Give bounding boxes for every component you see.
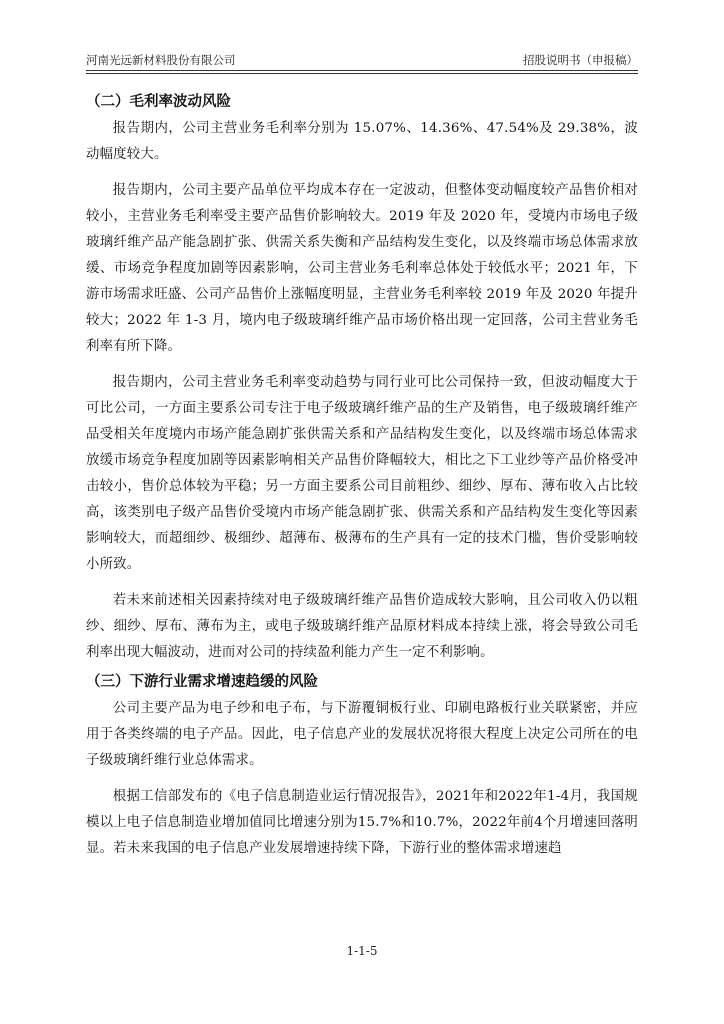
page-number: 1-1-5 — [346, 944, 378, 958]
paragraph: 报告期内，公司主营业务毛利率变动趋势与同行业可比公司保持一致，但波动幅度大于可比公司，一方面主要系公司专注于电子级玻璃纤维产品的生产及销售，电子级玻璃纤维产品受相关年度境内市场产能急剧扩张供需关系和产品结构发生变化，以及终端市场总体需求放缓市场竞争程度加剧等因素影响相关产品售价降幅较大，相比之下工业纱等产品价格受冲击较小，售价总体较为平稳；另一方面主要系公司目前粗纱、细纱、厚布、薄布收入占比较高，该类别电子级产品售价受境内市场产能急剧扩张、供需关系和产品结构发生变化等因素影响较大，而超细纱、极细纱、超薄布、极薄布的生产具有一定的技术门槛，售价受影响较小所致。 — [86, 375, 638, 572]
section-heading-downstream-demand: （三）下游行业需求增速趋缓的风险 — [86, 674, 318, 690]
header-document-type: 招股说明书（申报稿） — [523, 53, 638, 67]
page-header — [86, 48, 638, 71]
header-divider — [86, 73, 638, 74]
paragraph: 报告期内，公司主要产品单位平均成本存在一定波动，但整体变动幅度较产品售价相对较小，主营业务毛利率受主要产品售价影响较大。2019 年及 2020 年，受境内市场电子级玻璃纤维产品产能急剧扩张、供需关系失衡和产品结构发生变化，以及终端市场总体需求放缓、市场竞争程度加剧等因素影响，公司主营业务毛利率总体处于较低水平；2021 年，下游市场需求旺盛、公司产品售价上涨幅度明显，主营业务毛利率较 2019 年及 2020 年提升较大；2022 年 1-3 月，境内电子级玻璃纤维产品市场价格出现一定回落，公司主营业务毛利率有所下降。 — [86, 183, 638, 354]
page-body — [86, 88, 638, 872]
paragraph: 根据工信部发布的《电子信息制造业运行情况报告》，2021年和2022年1-4月，我国规模以上电子信息制造业增加值同比增速分别为15.7%和10.7%，2022年前4个月增速回落明显。若未来我国的电子信息产业发展增速持续下降，下游行业的整体需求增速趋 — [86, 789, 638, 856]
paragraph: 公司主要产品为电子纱和电子布，与下游覆铜板行业、印刷电路板行业关联紧密，并应用于各类终端的电子产品。因此，电子信息产业的发展状况将很大程度上决定公司所在的电子级玻璃纤维行业总体需求。 — [86, 701, 638, 768]
section-heading-gross-margin: （二）毛利率波动风险 — [86, 94, 231, 110]
header-company-name: 河南光远新材料股份有限公司 — [86, 53, 236, 67]
paragraph: 报告期内，公司主营业务毛利率分别为 15.07%、14.36%、47.54%及 29.38%，波动幅度较大。 — [86, 121, 638, 162]
paragraph: 若未来前述相关因素持续对电子级玻璃纤维产品售价造成较大影响，且公司收入仍以粗纱、细纱、厚布、薄布为主，或电子级玻璃纤维产品原材料成本持续上涨，将会导致公司毛利率出现大幅波动，进而对公司的持续盈利能力产生一定不利影响。 — [86, 593, 638, 660]
